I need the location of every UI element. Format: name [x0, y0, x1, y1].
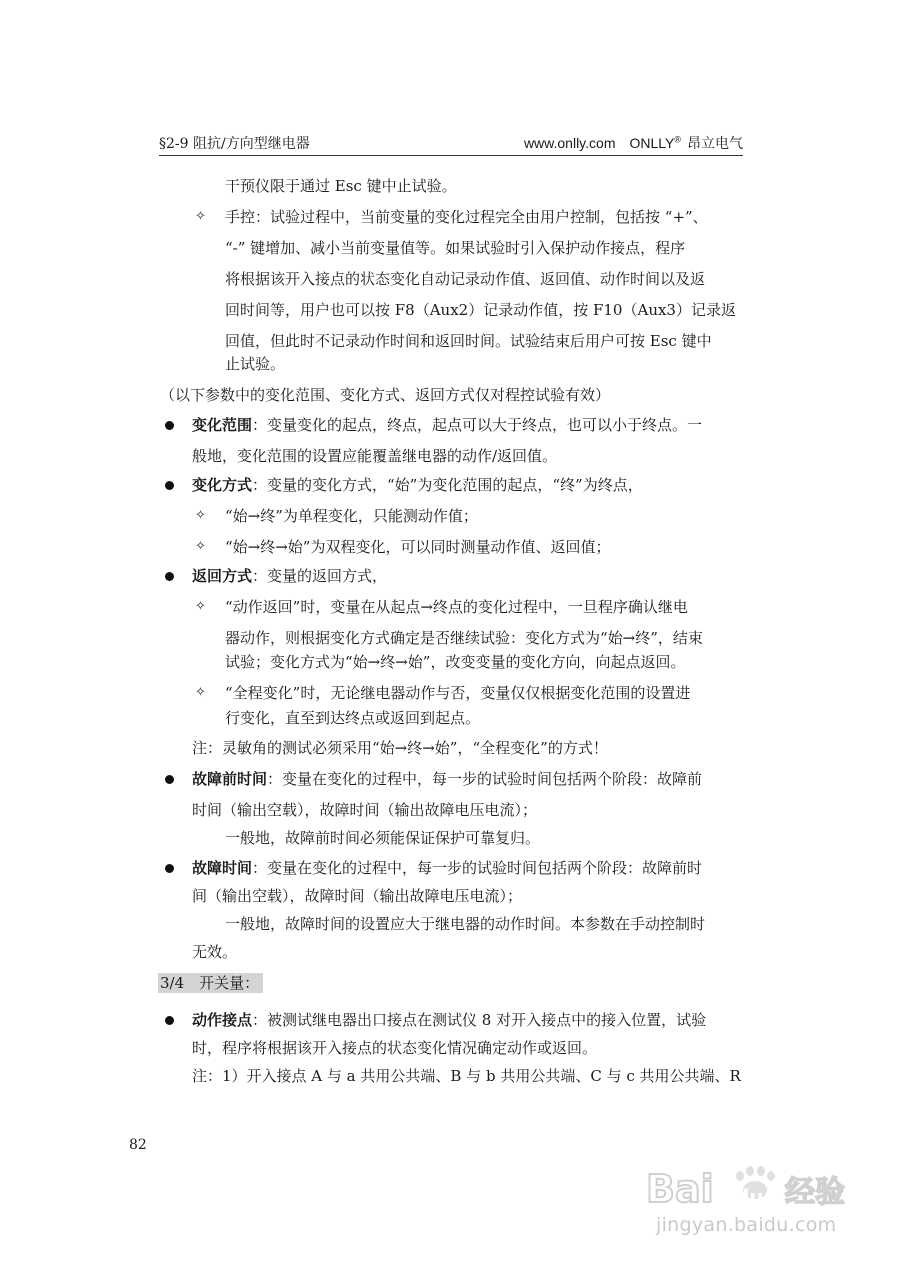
page-header: [159, 133, 743, 156]
text-line: “始→终→始”为双程变化，可以同时测量动作值、返回值；: [225, 538, 611, 556]
text-line: 行变化，直至到达终点或返回到起点。: [225, 709, 481, 727]
term-description: ：变量在变化的过程中，每一步的试验时间包括两个阶段：故障前: [267, 770, 703, 788]
svg-text:Bai: Bai: [646, 1167, 714, 1211]
term: 故障时间: [192, 859, 253, 877]
diamond-bullet-icon: ✧: [195, 508, 206, 523]
section-title: §2-9 阻抗/方向型继电器: [159, 136, 310, 152]
text-line: 手控：试验过程中，当前变量的变化过程完全由用户控制，包括按 “+”、: [225, 208, 708, 226]
text-line: 无效。: [192, 943, 238, 961]
bullet-icon: [165, 864, 174, 873]
subsection-heading: [158, 973, 263, 993]
term: 动作接点: [192, 1011, 253, 1029]
term-description: ：变量的变化方式，“始”为变化范围的起点，“终”为终点，: [252, 476, 643, 494]
text-line: “全程变化”时，无论继电器动作与否，变量仅仅根据变化范围的设置进: [225, 684, 691, 702]
highlighted-heading: 3/4 开关量：: [158, 973, 263, 993]
text-line: 一般地，故障前时间必须能保证保护可靠复归。: [225, 829, 541, 847]
watermark-url: jingyan.baidu.com: [656, 1214, 837, 1236]
diamond-bullet-icon: ✧: [195, 685, 206, 700]
term-description: ：变量变化的起点，终点，起点可以大于终点，也可以小于终点。一: [252, 416, 703, 434]
diamond-bullet-icon: ✧: [195, 599, 206, 614]
note-line: 注：灵敏角的测试必须采用“始→终→始”，“全程变化”的方式！: [192, 739, 608, 757]
text-line: [192, 475, 643, 495]
text-line: （以下参数中的变化范围、变化方式、返回方式仅对程控试验有效）: [160, 386, 611, 404]
svg-text:经验: 经验: [785, 1175, 845, 1210]
term-description: ：被测试继电器出口接点在测试仪 8 对开入接点中的接入位置，试验: [252, 1011, 707, 1029]
text-line: 时间（输出空载），故障时间（输出故障电压电流）；: [192, 801, 538, 819]
header-brand: [524, 133, 743, 153]
term-description: ：变量在变化的过程中，每一步的试验时间包括两个阶段：故障前时: [252, 859, 703, 877]
term-description: ：变量的返回方式，: [252, 567, 388, 585]
diamond-bullet-icon: ✧: [195, 539, 206, 554]
registered-mark: ®: [674, 134, 681, 145]
term: 返回方式: [192, 567, 253, 585]
text-line: [192, 858, 702, 878]
text-line: 一般地，故障时间的设置应大于继电器的动作时间。本参数在手动控制时: [225, 915, 706, 933]
term: 变化方式: [192, 476, 253, 494]
text-line: 将根据该开入接点的状态变化自动记录动作值、返回值、动作时间以及返: [225, 270, 706, 288]
text-line: [192, 1010, 706, 1030]
text-line: 时，程序将根据该开入接点的状态变化情况确定动作或返回。: [192, 1039, 598, 1057]
note-line: 注：1）开入接点 A 与 a 共用公共端、B 与 b 共用公共端、C 与 c 共用公共端、R: [192, 1067, 741, 1085]
brand-name: ONLLY: [629, 135, 675, 151]
bullet-icon: [165, 1016, 174, 1025]
svg-text:du: du: [735, 1185, 764, 1209]
term: 故障前时间: [192, 770, 268, 788]
text-line: [192, 769, 702, 789]
text-line: “-” 键增加、减小当前变量值等。如果试验时引入保护动作接点，程序: [225, 239, 686, 257]
page-number: 82: [129, 1137, 147, 1153]
text-line: 回时间等，用户也可以按 F8（Aux2）记录动作值，按 F10（Aux3）记录返: [225, 301, 736, 319]
text-line: 般地，变化范围的设置应能覆盖继电器的动作/返回值。: [192, 447, 558, 465]
bullet-icon: [165, 572, 174, 581]
bullet-icon: [165, 775, 174, 784]
diamond-bullet-icon: ✧: [195, 209, 206, 224]
website-text: www.onlly.com: [523, 135, 616, 151]
text-line: 回值，但此时不记录动作时间和返回时间。试验结束后用户可按 Esc 键中: [225, 332, 712, 350]
baidu-logo-icon: [640, 1162, 870, 1212]
bullet-icon: [165, 421, 174, 430]
text-line: 止试验。: [225, 355, 286, 373]
text-line: [192, 415, 702, 435]
bullet-icon: [165, 481, 174, 490]
text-line: “动作返回”时，变量在从起点→终点的变化过程中，一旦程序确认继电: [225, 598, 688, 616]
baidu-jingyan-watermark: [640, 1140, 870, 1280]
text-line: 间（输出空载），故障时间（输出故障电压电流）；: [192, 887, 523, 905]
text-line: 器动作，则根据变化方式确定是否继续试验：变化方式为“始→终”，结束: [225, 629, 703, 647]
text-line: 试验；变化方式为“始→终→始”，改变变量的变化方向，向起点返回。: [225, 653, 686, 671]
term: 变化范围: [192, 416, 253, 434]
text-line: “始→终”为单程变化，只能测动作值；: [225, 507, 478, 525]
text-line: 干预仪限于通过 Esc 键中止试验。: [225, 177, 457, 195]
company-name: 昂立电气: [687, 136, 743, 152]
text-line: [192, 566, 387, 586]
